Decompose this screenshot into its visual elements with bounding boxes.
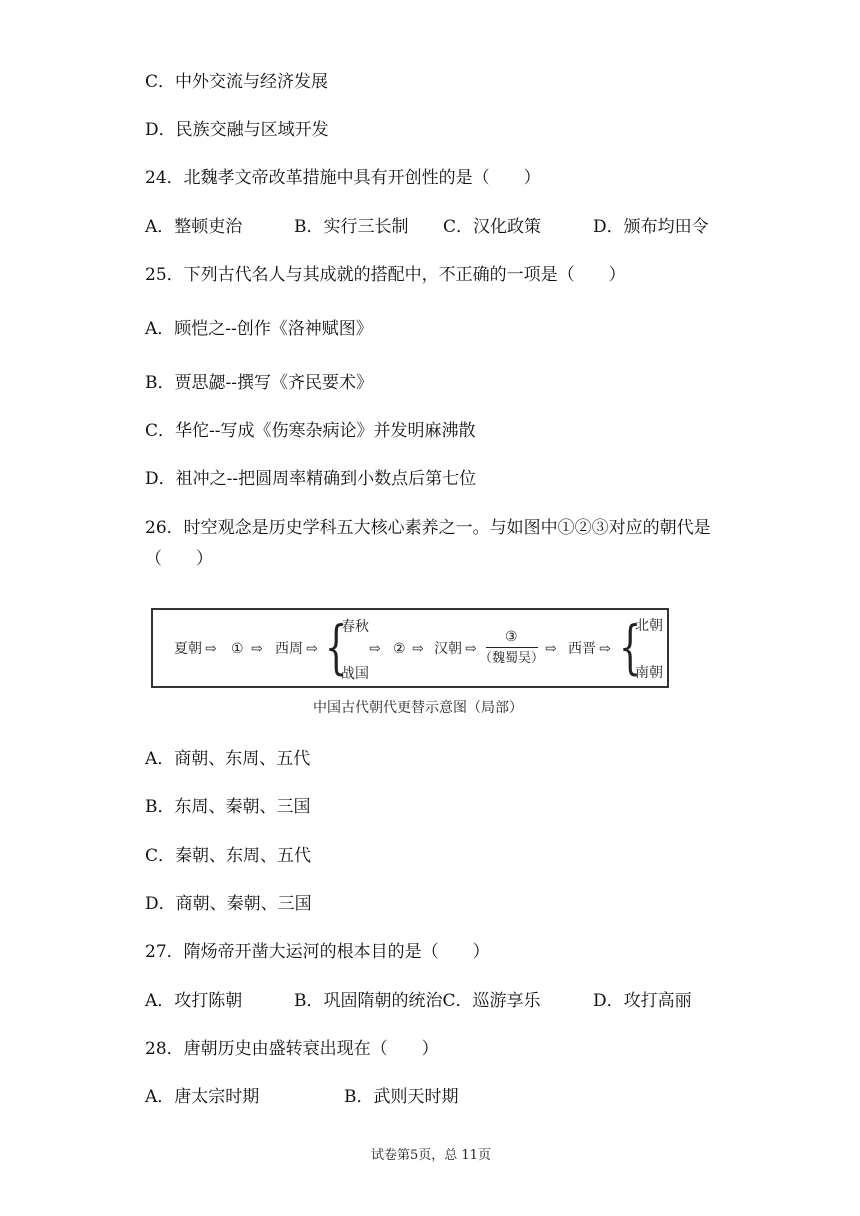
q28-option-a: A．唐太宗时期 — [145, 1087, 260, 1107]
arrow-icon: ⇨ — [306, 641, 318, 657]
node-chunqiu: 春秋 — [341, 619, 369, 635]
node-xijin: 西晋 — [568, 641, 596, 657]
q26-option-c: C．秦朝、东周、五代 — [145, 846, 312, 866]
q23-option-c: C．中外交流与经济发展 — [145, 72, 329, 92]
fraction-line — [486, 647, 538, 648]
q25-option-b: B．贾思勰--撰写《齐民要术》 — [145, 373, 373, 393]
arrow-icon: ⇨ — [205, 641, 217, 657]
q28-option-b: B．武则天时期 — [344, 1087, 459, 1107]
q26-option-a: A．商朝、东周、五代 — [145, 749, 311, 769]
q27-option-bc: B．巩固隋朝的统治C．巡游享乐 — [294, 991, 541, 1011]
q24-option-d: D．颁布均田令 — [593, 217, 709, 237]
q23-option-d: D．民族交融与区域开发 — [145, 120, 329, 140]
node-nanchao: 南朝 — [635, 665, 663, 681]
q27-option-d: D．攻打高丽 — [593, 991, 692, 1011]
q26-option-d: D．商朝、秦朝、三国 — [145, 894, 312, 914]
q26-option-b: B．东周、秦朝、三国 — [145, 797, 311, 817]
q25-option-d: D．祖冲之--把圆周率精确到小数点后第七位 — [145, 469, 477, 489]
q24-option-a: A．整顿吏治 — [145, 217, 243, 237]
node-2: ② — [393, 641, 406, 657]
question-28: 28．唐朝历史由盛转衰出现在（ ） — [145, 1039, 439, 1059]
node-xizhou: 西周 — [275, 641, 303, 657]
arrow-icon: ⇨ — [251, 641, 263, 657]
arrow-icon: ⇨ — [412, 641, 424, 657]
arrow-icon: ⇨ — [369, 641, 381, 657]
arrow-icon: ⇨ — [465, 641, 477, 657]
page-footer: 试卷第5页，总 11页 — [371, 1148, 491, 1163]
diagram-caption: 中国古代朝代更替示意图（局部） — [313, 700, 523, 716]
node-3-sub: （魏蜀吴） — [479, 651, 545, 666]
question-27: 27．隋炀帝开凿大运河的根本目的是（ ） — [145, 942, 490, 962]
node-han: 汉朝 — [434, 641, 462, 657]
arrow-icon: ⇨ — [545, 641, 557, 657]
question-26-blank: （ ） — [145, 549, 213, 569]
q25-option-a: A．顾恺之--创作《洛神赋图》 — [145, 319, 373, 339]
question-25: 25．下列古代名人与其成就的搭配中，不正确的一项是（ ） — [145, 265, 626, 285]
q25-option-c: C．华佗--写成《伤寒杂病论》并发明麻沸散 — [145, 421, 476, 441]
question-24: 24．北魏孝文帝改革措施中具有开创性的是（ ） — [145, 168, 541, 188]
node-1: ① — [231, 641, 244, 657]
arrow-icon: ⇨ — [599, 641, 611, 657]
q24-option-b: B．实行三长制 — [294, 217, 409, 237]
node-xia: 夏朝 — [174, 641, 202, 657]
q27-option-a: A．攻打陈朝 — [145, 991, 243, 1011]
brace-icon: { — [619, 613, 642, 681]
question-26: 26．时空观念是历史学科五大核心素养之一。与如图中①②③对应的朝代是 — [145, 518, 711, 538]
brace-icon: { — [325, 613, 348, 681]
node-3: ③ — [505, 629, 518, 645]
node-zhanguo: 战国 — [341, 666, 369, 682]
node-beichao: 北朝 — [635, 618, 663, 634]
dynasty-diagram — [151, 608, 669, 688]
q24-option-c: C．汉化政策 — [443, 217, 542, 237]
